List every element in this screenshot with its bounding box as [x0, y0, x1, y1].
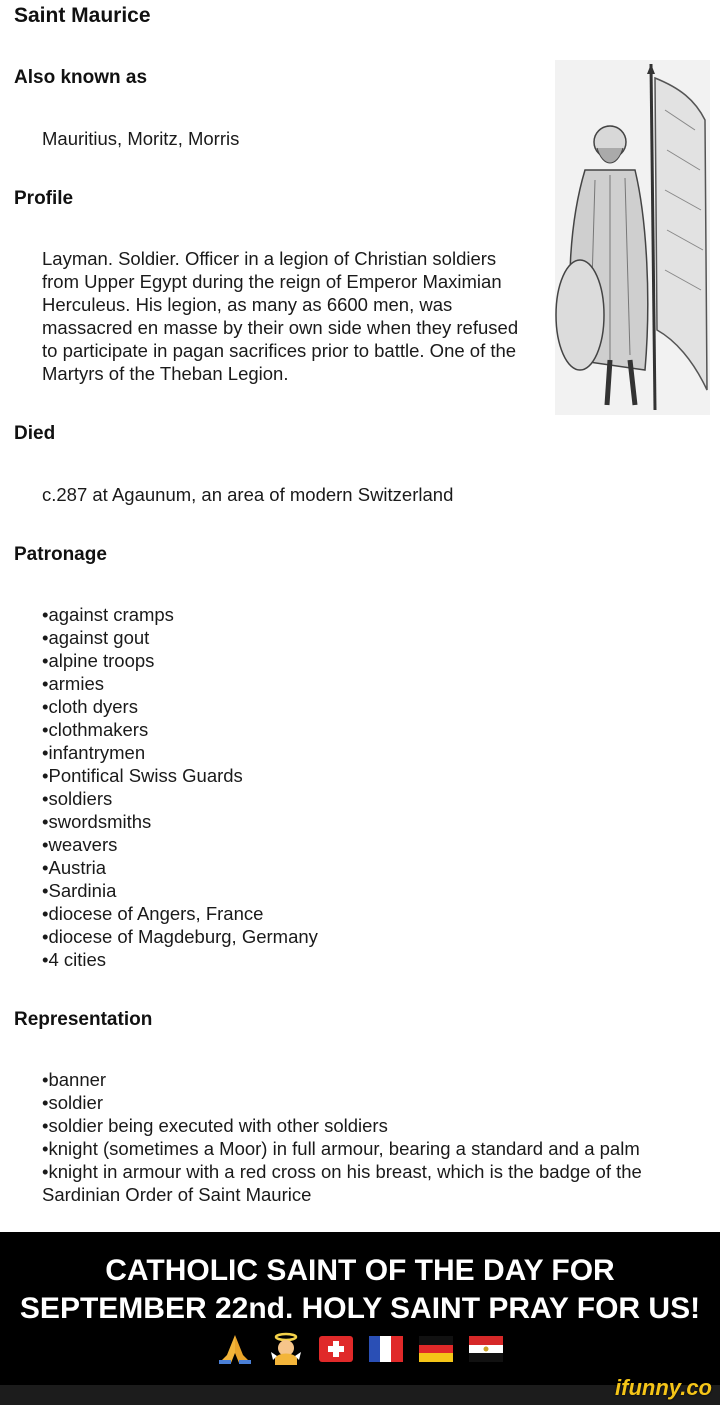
representation-list: [42, 1068, 707, 1183]
praying-hands-icon: [217, 1333, 253, 1365]
died-text: c.287 at Agaunum, an area of modern Switzerland: [42, 484, 454, 505]
profile-line: Layman. Soldier. Officer in a legion of Christian soldiers: [42, 248, 497, 269]
profile-line: massacred en masse by their own side when they refused: [42, 317, 519, 338]
profile-heading: Profile: [14, 188, 74, 209]
list-item: • infantrymen: [42, 741, 318, 764]
also-known-as-text: Mauritius, Moritz, Morris: [42, 128, 240, 149]
list-item: • against cramps: [42, 603, 318, 626]
list-item: • swordsmiths: [42, 810, 318, 833]
saint-maurice-engraving: [555, 60, 710, 415]
egyptian-flag-icon: [469, 1336, 503, 1362]
representation-continuation: Sardinian Order of Saint Maurice: [42, 1184, 312, 1205]
list-item: • Pontifical Swiss Guards: [42, 764, 318, 787]
profile-line: from Upper Egypt during the reign of Emperor Maximian: [42, 271, 502, 292]
list-item: • soldier being executed with other soldiers: [42, 1114, 707, 1137]
list-item: • against gout: [42, 626, 318, 649]
caption-text: [10, 1252, 710, 1328]
representation-heading: Representation: [14, 1009, 153, 1030]
list-item: • armies: [42, 672, 318, 695]
list-item: • soldier: [42, 1091, 707, 1114]
list-item: • cloth dyers: [42, 695, 318, 718]
list-item: • knight in armour with a red cross on his breast, which is the badge of the: [42, 1160, 707, 1183]
swiss-flag-icon: [319, 1336, 353, 1362]
patronage-list: [42, 603, 318, 971]
profile-line: Herculeus. His legion, as many as 6600 men, was: [42, 294, 453, 315]
german-flag-icon: [419, 1336, 453, 1362]
list-item: • Sardinia: [42, 879, 318, 902]
died-heading: Died: [14, 423, 56, 444]
also-known-as-heading: Also known as: [14, 67, 148, 88]
profile-text: [42, 247, 557, 385]
list-item: • banner: [42, 1068, 707, 1091]
emoji-row: [0, 1332, 720, 1366]
french-flag-icon: [369, 1336, 403, 1362]
list-item: • diocese of Angers, France: [42, 902, 318, 925]
list-item: • 4 cities: [42, 948, 318, 971]
patronage-heading: Patronage: [14, 544, 107, 565]
ifunny-watermark: ifunny.co: [615, 1375, 712, 1400]
profile-line: Martyrs of the Theban Legion.: [42, 363, 289, 384]
list-item: • alpine troops: [42, 649, 318, 672]
page-title: Saint Maurice: [14, 4, 151, 27]
caption-line: SEPTEMBER 22nd. HOLY SAINT PRAY FOR US!: [19, 1292, 701, 1325]
list-item: • clothmakers: [42, 718, 318, 741]
profile-line: to participate in pagan sacrifices prior to battle. One of the: [42, 340, 517, 361]
list-item: • diocese of Magdeburg, Germany: [42, 925, 318, 948]
list-item: • weavers: [42, 833, 318, 856]
caption-line: CATHOLIC SAINT OF THE DAY FOR: [105, 1254, 615, 1287]
meme-caption-band: [0, 1232, 720, 1385]
list-item: • Austria: [42, 856, 318, 879]
footer-bar: [0, 1375, 720, 1405]
list-item: • knight (sometimes a Moor) in full armour, bearing a standard and a palm: [42, 1137, 707, 1160]
baby-angel-icon: [269, 1332, 303, 1366]
list-item: • soldiers: [42, 787, 318, 810]
